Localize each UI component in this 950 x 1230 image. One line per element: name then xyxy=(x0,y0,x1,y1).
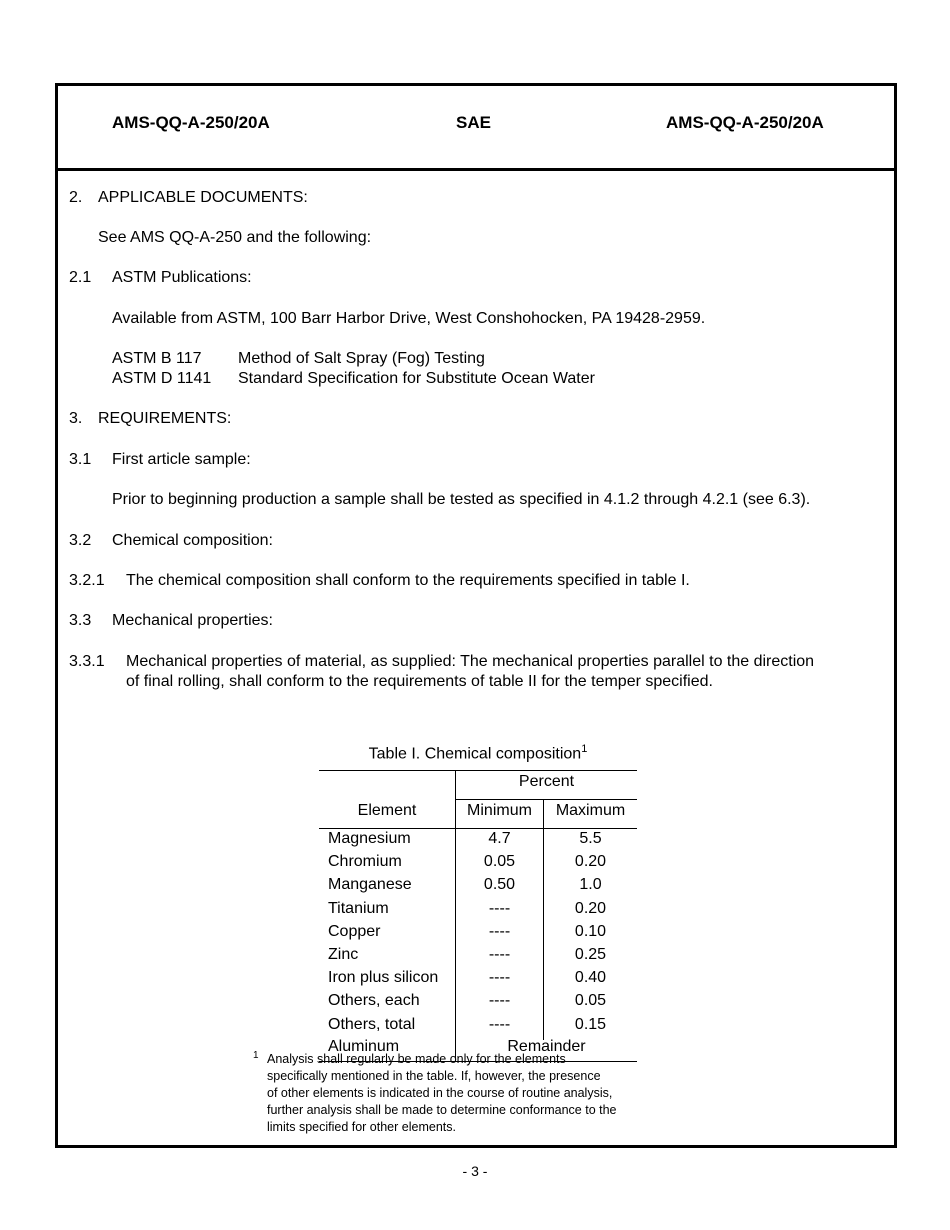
table-cell-remainder: Remainder xyxy=(507,1038,586,1055)
table-cell-minimum: ---- xyxy=(488,946,511,963)
page-header xyxy=(58,86,894,171)
footnote-line: further analysis shall be made to determine conformance to the xyxy=(267,1103,617,1117)
section-3-3-1-number: 3.3.1 xyxy=(69,653,105,670)
section-3-3-1-line-2: of final rolling, shall conform to the requirements of table II for the temper specified. xyxy=(126,673,713,690)
page-frame xyxy=(55,83,897,1148)
section-3-2-title: Chemical composition: xyxy=(112,532,273,549)
table-caption: Table I. Chemical composition$^1$ xyxy=(368,743,588,763)
table-cell-element: Others, total xyxy=(328,1015,416,1033)
section-2-title: APPLICABLE DOCUMENTS: xyxy=(98,189,308,206)
table-col-maximum: Maximum xyxy=(555,802,626,819)
table-cell-element: Copper xyxy=(328,922,381,940)
footnote-line: Analysis shall regularly be made only for the elements xyxy=(267,1052,566,1066)
table-cell-element: Aluminum xyxy=(328,1038,400,1055)
section-3-1-text: Prior to beginning production a sample shall be tested as specified in 4.1.2 through 4.2.1 (see 6.3). xyxy=(112,491,811,508)
header-org: SAE xyxy=(456,113,491,132)
section-2-number: 2. xyxy=(69,189,83,206)
section-2-1-title: ASTM Publications: xyxy=(112,269,252,286)
section-3-2-number: 3.2 xyxy=(69,532,92,549)
table-cell-maximum: 0.20 xyxy=(574,899,607,917)
ref-code-2: ASTM D 1141 xyxy=(112,370,212,387)
section-3-1-number: 3.1 xyxy=(69,451,92,468)
table-cell-minimum: ---- xyxy=(488,899,511,917)
section-2-1-text: Available from ASTM, 100 Barr Harbor Drive, West Conshohocken, PA 19428-2959. xyxy=(112,310,706,327)
section-3-3-number: 3.3 xyxy=(69,612,92,629)
section-3-2-1-number: 3.2.1 xyxy=(69,572,105,589)
table-cell-minimum: 4.7 xyxy=(488,830,511,847)
table-caption-footnote-mark: 1 xyxy=(581,743,588,755)
table-cell-minimum: ---- xyxy=(488,922,511,940)
section-3-1-title: First article sample: xyxy=(112,451,251,468)
table-col-minimum: Minimum xyxy=(467,802,532,819)
table-cell-element: Iron plus silicon xyxy=(328,969,439,987)
footnote-mark: 1 xyxy=(253,1050,259,1061)
section-2-text: See AMS QQ-A-250 and the following: xyxy=(98,229,372,246)
table-cell-maximum: 0.40 xyxy=(574,969,607,987)
footnote-line: limits specified for other elements. xyxy=(267,1120,456,1134)
table-cell-element: Zinc xyxy=(328,946,359,963)
footnote-line: specifically mentioned in the table. If, however, the presence xyxy=(267,1069,601,1083)
section-3-number: 3. xyxy=(69,410,83,427)
footnote-line: of other elements is indicated in the course of routine analysis, xyxy=(267,1086,613,1100)
section-3-3-1-line-1: Mechanical properties of material, as supplied: The mechanical properties parallel to the direction xyxy=(126,653,815,670)
page-number: - 3 - xyxy=(462,1163,488,1179)
table-cell-element: Magnesium xyxy=(328,830,411,847)
table-cell-element: Titanium xyxy=(328,899,389,917)
section-2-1-number: 2.1 xyxy=(69,269,92,286)
table-cell-minimum: 0.50 xyxy=(483,876,516,894)
table-cell-maximum: 0.20 xyxy=(574,853,607,871)
header-right-doc-id: AMS-QQ-A-250/20A xyxy=(666,113,824,132)
section-3-title: REQUIREMENTS: xyxy=(98,410,232,427)
header-left-doc-id: AMS-QQ-A-250/20A xyxy=(112,113,270,132)
table-cell-maximum: 0.05 xyxy=(574,992,607,1010)
table-cell-minimum: ---- xyxy=(488,1015,511,1033)
table-cell-maximum: 1.0 xyxy=(579,876,602,894)
table-group-header: Percent xyxy=(518,773,575,790)
ref-code-1: ASTM B 117 xyxy=(112,350,202,367)
section-3-2-1-text: The chemical composition shall conform to the requirements specified in table I. xyxy=(126,572,690,589)
table-cell-element: Manganese xyxy=(328,876,412,894)
table-cell-element: Others, each xyxy=(328,992,420,1010)
table-col-element: Element xyxy=(357,802,417,819)
table-cell-maximum: 0.25 xyxy=(574,946,607,963)
table-rule-top xyxy=(319,770,637,771)
table-cell-minimum: ---- xyxy=(488,969,511,987)
table-rule-group xyxy=(456,799,637,800)
table-cell-maximum: 0.15 xyxy=(574,1015,607,1033)
ref-title-1: Method of Salt Spray (Fog) Testing xyxy=(238,350,485,367)
table-cell-maximum: 5.5 xyxy=(579,830,602,847)
ref-title-2: Standard Specification for Substitute Ocean Water xyxy=(238,370,595,387)
table-cell-minimum: 0.05 xyxy=(483,853,516,871)
table-cell-maximum: 0.10 xyxy=(574,922,607,940)
table-cell-element: Chromium xyxy=(328,853,402,871)
section-3-3-title: Mechanical properties: xyxy=(112,612,273,629)
table-cell-minimum: ---- xyxy=(488,992,511,1010)
